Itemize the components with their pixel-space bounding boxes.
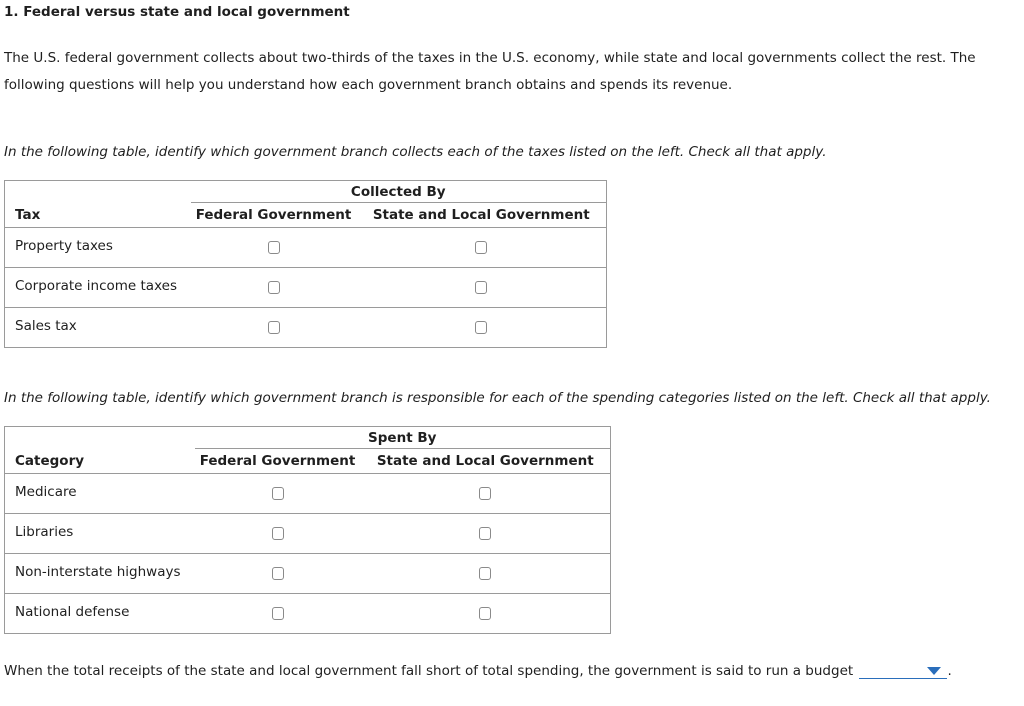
tax-column-header: Tax xyxy=(5,203,191,228)
row-label: National defense xyxy=(5,594,195,634)
empty-corner xyxy=(5,181,191,203)
row-label: Corporate income taxes xyxy=(5,268,191,308)
state-local-checkbox[interactable] xyxy=(479,567,491,580)
federal-checkbox[interactable] xyxy=(272,607,284,620)
spent-by-header: Spent By xyxy=(195,427,611,449)
table-row xyxy=(5,514,611,554)
table-row xyxy=(5,308,607,348)
state-local-checkbox[interactable] xyxy=(479,487,491,500)
federal-cell xyxy=(195,514,361,554)
row-label: Medicare xyxy=(5,474,195,514)
table-row xyxy=(5,594,611,634)
table-row xyxy=(5,228,607,268)
federal-column-header: Federal Government xyxy=(191,203,357,228)
row-label: Sales tax xyxy=(5,308,191,348)
state-local-checkbox[interactable] xyxy=(479,527,491,540)
taxes-instruction: In the following table, identify which government branch collects each of the taxes listed on the left. Check all that apply. xyxy=(4,144,827,160)
federal-cell xyxy=(195,594,361,634)
federal-cell xyxy=(191,268,357,308)
state-cell xyxy=(361,594,611,634)
federal-checkbox[interactable] xyxy=(272,567,284,580)
state-cell xyxy=(361,514,611,554)
state-local-checkbox[interactable] xyxy=(475,241,487,254)
federal-column-header: Federal Government xyxy=(195,449,361,474)
spending-instruction: In the following table, identify which government branch is responsible for each of the spending categories listed on the left. Check all that apply. xyxy=(4,390,991,406)
federal-checkbox[interactable] xyxy=(268,281,280,294)
row-label: Non-interstate highways xyxy=(5,554,195,594)
table-row xyxy=(5,474,611,514)
federal-cell xyxy=(191,308,357,348)
state-cell xyxy=(357,228,607,268)
state-local-column-header: State and Local Government xyxy=(357,203,607,228)
federal-cell xyxy=(195,554,361,594)
category-column-header: Category xyxy=(5,449,195,474)
state-local-column-header: State and Local Government xyxy=(361,449,611,474)
collected-by-header: Collected By xyxy=(191,181,607,203)
state-cell xyxy=(357,308,607,348)
table-row xyxy=(5,554,611,594)
taxes-table xyxy=(4,180,607,348)
state-local-checkbox[interactable] xyxy=(475,321,487,334)
federal-cell xyxy=(191,228,357,268)
federal-checkbox[interactable] xyxy=(268,321,280,334)
chevron-down-icon[interactable] xyxy=(927,667,941,675)
budget-dropdown[interactable] xyxy=(859,660,947,679)
state-local-checkbox[interactable] xyxy=(475,281,487,294)
state-cell xyxy=(361,554,611,594)
state-local-checkbox[interactable] xyxy=(479,607,491,620)
federal-checkbox[interactable] xyxy=(268,241,280,254)
budget-question-text: When the total receipts of the state and local government fall short of total spending, the government is said to run a budget xyxy=(4,663,854,679)
federal-checkbox[interactable] xyxy=(272,487,284,500)
question-title: 1. Federal versus state and local government xyxy=(4,4,350,20)
table-row xyxy=(5,268,607,308)
row-label: Property taxes xyxy=(5,228,191,268)
state-cell xyxy=(361,474,611,514)
spending-table xyxy=(4,426,611,634)
state-cell xyxy=(357,268,607,308)
row-label: Libraries xyxy=(5,514,195,554)
federal-checkbox[interactable] xyxy=(272,527,284,540)
budget-question-period: . xyxy=(947,663,952,679)
question-intro: The U.S. federal government collects about two-thirds of the taxes in the U.S. economy, while state and local governments collect the rest. The following questions will help you understand how each government branch obtains and spends its revenue. xyxy=(4,50,976,93)
budget-question xyxy=(4,660,952,679)
federal-cell xyxy=(195,474,361,514)
empty-corner xyxy=(5,427,195,449)
